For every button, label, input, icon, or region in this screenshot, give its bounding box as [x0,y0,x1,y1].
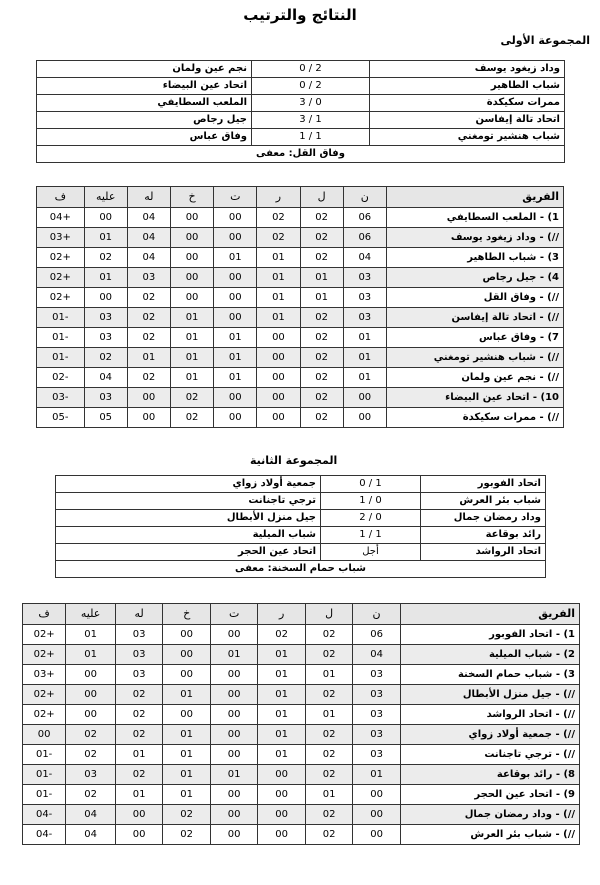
home-team: وداد رمضان جمال [421,510,546,527]
team-name: 8) - رائد بوقاعة [400,765,579,785]
stat-l: 02 [300,248,343,268]
stat-f: 05- [37,408,85,428]
team-name: //) - ترجي تاجنانت [400,745,579,765]
table-row [37,228,564,248]
stat-f: 01- [23,765,66,785]
stat-n: 00 [353,825,400,845]
stat-lah: 02 [115,705,162,725]
stat-n: 01 [343,348,386,368]
stat-l: 02 [300,368,343,388]
away-team: نجم عين ولمان [37,61,252,78]
stat-alayh: 04 [84,368,127,388]
team-name: //) - اتحاد تالة إيفاسن [386,308,563,328]
stat-alayh: 00 [66,685,116,705]
stat-n: 04 [353,645,400,665]
stat-kh: 01 [163,785,210,805]
stat-kh: 01 [170,308,213,328]
team-name: 9) - اتحاد عين الحجر [400,785,579,805]
stat-kh: 02 [163,805,210,825]
stat-f: 02+ [37,288,85,308]
stat-t: 00 [210,625,257,645]
team-name: 3) - شباب الطاهير [386,248,563,268]
stat-r: 00 [257,388,300,408]
column-header-l: ل [300,187,343,208]
stat-f: 01- [37,308,85,328]
stat-n: 03 [343,288,386,308]
stat-l: 01 [305,665,352,685]
match-score: 1 / 0 [321,493,421,510]
stat-lah: 02 [115,765,162,785]
team-name: //) - نجم عين ولمان [386,368,563,388]
stat-kh: 00 [170,208,213,228]
stat-t: 00 [214,208,257,228]
column-header-n: ن [343,187,386,208]
stat-n: 04 [343,248,386,268]
stat-n: 06 [343,208,386,228]
stat-f: 02+ [23,645,66,665]
table-row [37,328,564,348]
stat-l: 02 [300,208,343,228]
stat-r: 01 [257,268,300,288]
home-team: ممرات سكيكدة [370,95,565,112]
stat-f: 02+ [37,248,85,268]
table-row [37,388,564,408]
match-score: 0 / 2 [252,61,370,78]
away-team: ترجي تاجنانت [56,493,321,510]
team-name: //) - ممرات سكيكدة [386,408,563,428]
stat-t: 01 [214,248,257,268]
table-row [37,368,564,388]
stat-r: 01 [258,665,305,685]
stat-l: 02 [305,805,352,825]
table-row [23,805,580,825]
stat-alayh: 02 [84,348,127,368]
team-name: //) - شباب هنشير تومغني [386,348,563,368]
stat-r: 00 [258,785,305,805]
stat-t: 00 [214,308,257,328]
table-row [37,208,564,228]
match-score: أجل [321,544,421,561]
column-header-kh: خ [163,604,210,625]
match-row [56,493,546,510]
stat-t: 01 [214,368,257,388]
team-name: 2) - شباب الميلية [400,645,579,665]
stat-n: 01 [343,328,386,348]
match-score: 0 / 1 [321,476,421,493]
stat-alayh: 03 [84,388,127,408]
away-team: وفاق عباس [37,129,252,146]
stat-t: 01 [210,645,257,665]
stat-r: 00 [258,805,305,825]
stat-l: 01 [305,705,352,725]
stat-alayh: 01 [66,645,116,665]
stat-l: 02 [300,388,343,408]
stat-alayh: 02 [66,745,116,765]
stat-kh: 00 [170,228,213,248]
stat-f: 00 [23,725,66,745]
table-row [23,665,580,685]
stat-lah: 03 [115,625,162,645]
stat-l: 02 [300,228,343,248]
stat-lah: 03 [115,645,162,665]
stat-r: 01 [258,645,305,665]
stat-r: 01 [258,745,305,765]
stat-lah: 02 [127,328,170,348]
match-row [37,78,565,95]
match-row [37,61,565,78]
stat-t: 00 [210,805,257,825]
stat-l: 02 [305,645,352,665]
home-team: اتحاد الرواشد [421,544,546,561]
stat-r: 00 [257,368,300,388]
home-team: اتحاد الفوبور [421,476,546,493]
match-row [37,95,565,112]
stat-lah: 04 [127,208,170,228]
stat-alayh: 05 [84,408,127,428]
team-name: 3) - شباب حمام السخنة [400,665,579,685]
stat-kh: 00 [170,268,213,288]
home-team: وداد زيغود يوسف [370,61,565,78]
stat-n: 00 [343,388,386,408]
stat-f: 02+ [37,268,85,288]
group1-heading: المجموعة الأولى [500,34,590,47]
stat-f: 01- [23,785,66,805]
stat-t: 00 [214,408,257,428]
table-row [37,308,564,328]
stat-l: 02 [305,745,352,765]
stat-kh: 00 [163,705,210,725]
match-row [56,544,546,561]
home-team: اتحاد تالة إيفاسن [370,112,565,129]
stat-l: 02 [300,408,343,428]
stat-t: 00 [210,665,257,685]
stat-t: 00 [214,228,257,248]
column-header-l: ل [305,604,352,625]
team-name: //) - وداد رمضان جمال [400,805,579,825]
stat-f: 01- [23,745,66,765]
table-row [23,785,580,805]
stat-alayh: 04 [66,805,116,825]
team-name: //) - شباب بئر العرش [400,825,579,845]
stat-alayh: 00 [66,705,116,725]
table-row [37,288,564,308]
table-row [23,645,580,665]
stat-n: 03 [353,725,400,745]
stat-lah: 00 [115,805,162,825]
away-team: اتحاد عين الحجر [56,544,321,561]
column-header-alayh: عليه [66,604,116,625]
stat-f: 04- [23,805,66,825]
stat-lah: 00 [115,825,162,845]
stat-f: 01- [37,328,85,348]
stat-n: 00 [353,805,400,825]
stat-n: 03 [353,685,400,705]
stat-lah: 01 [115,785,162,805]
group1-standings-table [36,186,564,428]
team-name: //) - جمعية أولاد زواي [400,725,579,745]
stat-lah: 02 [127,368,170,388]
stat-n: 03 [343,308,386,328]
stat-alayh: 00 [84,288,127,308]
bye-row [56,561,546,578]
table-row [37,268,564,288]
stat-r: 00 [257,408,300,428]
stat-t: 00 [210,705,257,725]
home-team: شباب هنشير تومغني [370,129,565,146]
stat-kh: 00 [163,665,210,685]
stat-kh: 01 [163,725,210,745]
stat-f: 03+ [23,665,66,685]
team-name: //) - اتحاد الرواشد [400,705,579,725]
stat-n: 03 [353,705,400,725]
stat-alayh: 00 [84,208,127,228]
group2-heading: المجموعة الثانية [250,454,338,467]
stat-n: 03 [343,268,386,288]
away-team: جيل منزل الأبطال [56,510,321,527]
match-score: 2 / 0 [321,510,421,527]
stat-l: 01 [300,268,343,288]
stat-kh: 01 [163,685,210,705]
stat-lah: 00 [127,408,170,428]
group2-matches-table [55,475,546,578]
stat-n: 03 [353,665,400,685]
team-name: 1) - اتحاد الفوبور [400,625,579,645]
stat-t: 00 [214,268,257,288]
stat-alayh: 03 [66,765,116,785]
stat-l: 02 [305,725,352,745]
table-row [37,408,564,428]
table-row [23,625,580,645]
stat-lah: 01 [127,348,170,368]
column-header-f: ف [23,604,66,625]
table-row [23,705,580,725]
column-header-team: الفريق [400,604,579,625]
stat-lah: 03 [115,665,162,685]
stat-lah: 03 [127,268,170,288]
stat-alayh: 02 [66,785,116,805]
stat-r: 01 [258,705,305,725]
stat-kh: 00 [170,248,213,268]
match-score: 3 / 1 [252,112,370,129]
stat-t: 00 [210,725,257,745]
stat-r: 01 [257,308,300,328]
stat-f: 02- [37,368,85,388]
stat-kh: 02 [163,825,210,845]
team-name: //) - وفاق القل [386,288,563,308]
group1-matches-table [36,60,565,163]
stat-lah: 02 [115,725,162,745]
stat-l: 02 [305,685,352,705]
table-row [23,825,580,845]
team-name: 7) - وفاق عباس [386,328,563,348]
stat-f: 04- [23,825,66,845]
stat-kh: 01 [170,368,213,388]
stat-kh: 01 [170,348,213,368]
column-header-n: ن [353,604,400,625]
match-score: 0 / 2 [252,78,370,95]
stat-alayh: 01 [66,625,116,645]
stat-t: 00 [210,825,257,845]
stat-r: 00 [258,765,305,785]
team-name: 1) - الملعب السطايفي [386,208,563,228]
stat-l: 02 [305,825,352,845]
match-row [56,510,546,527]
bye-row [37,146,565,163]
stat-kh: 00 [163,645,210,665]
table-row [23,745,580,765]
stat-kh: 02 [170,408,213,428]
home-team: رائد بوقاعة [421,527,546,544]
stat-kh: 01 [170,328,213,348]
table-row [23,685,580,705]
stat-l: 01 [300,288,343,308]
away-team: شباب الميلية [56,527,321,544]
table-row [23,765,580,785]
column-header-alayh: عليه [84,187,127,208]
away-team: جيل رجاص [37,112,252,129]
stat-kh: 01 [163,765,210,785]
table-row [37,348,564,368]
stat-l: 02 [300,328,343,348]
table-row [37,248,564,268]
stat-f: 02+ [23,705,66,725]
stat-l: 02 [300,308,343,328]
match-row [37,129,565,146]
header-row [23,604,580,625]
home-team: شباب الطاهير [370,78,565,95]
stat-lah: 00 [127,388,170,408]
stat-alayh: 01 [84,228,127,248]
stat-r: 00 [257,328,300,348]
stat-alayh: 03 [84,308,127,328]
stat-f: 03- [37,388,85,408]
stat-n: 06 [343,228,386,248]
column-header-r: ر [257,187,300,208]
stat-t: 01 [210,765,257,785]
stat-lah: 02 [127,288,170,308]
stat-alayh: 02 [84,248,127,268]
stat-f: 02+ [23,625,66,645]
group2-standings-table [22,603,580,845]
stat-t: 00 [210,745,257,765]
stat-r: 01 [258,725,305,745]
stat-l: 01 [305,785,352,805]
stat-alayh: 00 [66,665,116,685]
team-name: //) - وداد زيغود يوسف [386,228,563,248]
stat-t: 00 [214,388,257,408]
stat-l: 02 [300,348,343,368]
stat-kh: 02 [170,388,213,408]
team-name: //) - جيل منزل الأبطال [400,685,579,705]
stat-f: 01- [37,348,85,368]
stat-f: 02+ [23,685,66,705]
stat-alayh: 02 [66,725,116,745]
column-header-lah: له [115,604,162,625]
stat-t: 00 [210,785,257,805]
bye-note: وفاق القل: معفى [37,146,565,163]
match-score: 1 / 1 [321,527,421,544]
header-row [37,187,564,208]
match-score: 1 / 1 [252,129,370,146]
stat-n: 03 [353,745,400,765]
stat-t: 01 [214,348,257,368]
column-header-team: الفريق [386,187,563,208]
column-header-lah: له [127,187,170,208]
away-team: اتحاد عين البيضاء [37,78,252,95]
stat-kh: 01 [163,745,210,765]
stat-n: 01 [343,368,386,388]
stat-t: 01 [214,328,257,348]
stat-r: 02 [258,625,305,645]
stat-kh: 00 [163,625,210,645]
stat-lah: 04 [127,228,170,248]
match-score: 3 / 0 [252,95,370,112]
stat-lah: 04 [127,248,170,268]
bye-note: شباب حمام السخنة: معفى [56,561,546,578]
page-title: النتائج والترتيب [243,6,357,24]
stat-t: 00 [210,685,257,705]
column-header-kh: خ [170,187,213,208]
stat-n: 06 [353,625,400,645]
team-name: 10) - اتحاد عين البيضاء [386,388,563,408]
column-header-r: ر [258,604,305,625]
stat-r: 02 [257,228,300,248]
stat-r: 01 [257,288,300,308]
stat-r: 00 [258,825,305,845]
table-row [23,725,580,745]
stat-lah: 02 [115,685,162,705]
stat-r: 02 [257,208,300,228]
home-team: شباب بئر العرش [421,493,546,510]
stat-n: 00 [353,785,400,805]
stat-t: 00 [214,288,257,308]
away-team: جمعية أولاد زواي [56,476,321,493]
stat-l: 02 [305,765,352,785]
column-header-t: ت [214,187,257,208]
match-row [56,476,546,493]
stat-alayh: 01 [84,268,127,288]
stat-alayh: 04 [66,825,116,845]
team-name: 4) - جيل رجاص [386,268,563,288]
column-header-f: ف [37,187,85,208]
stat-r: 01 [258,685,305,705]
stat-l: 02 [305,625,352,645]
stat-f: 03+ [37,228,85,248]
match-row [37,112,565,129]
match-row [56,527,546,544]
stat-lah: 02 [127,308,170,328]
stat-alayh: 03 [84,328,127,348]
stat-f: 04+ [37,208,85,228]
stat-kh: 00 [170,288,213,308]
away-team: الملعب السطايفي [37,95,252,112]
column-header-t: ت [210,604,257,625]
stat-n: 00 [343,408,386,428]
stat-r: 01 [257,248,300,268]
stat-lah: 01 [115,745,162,765]
stat-r: 00 [257,348,300,368]
stat-n: 01 [353,765,400,785]
